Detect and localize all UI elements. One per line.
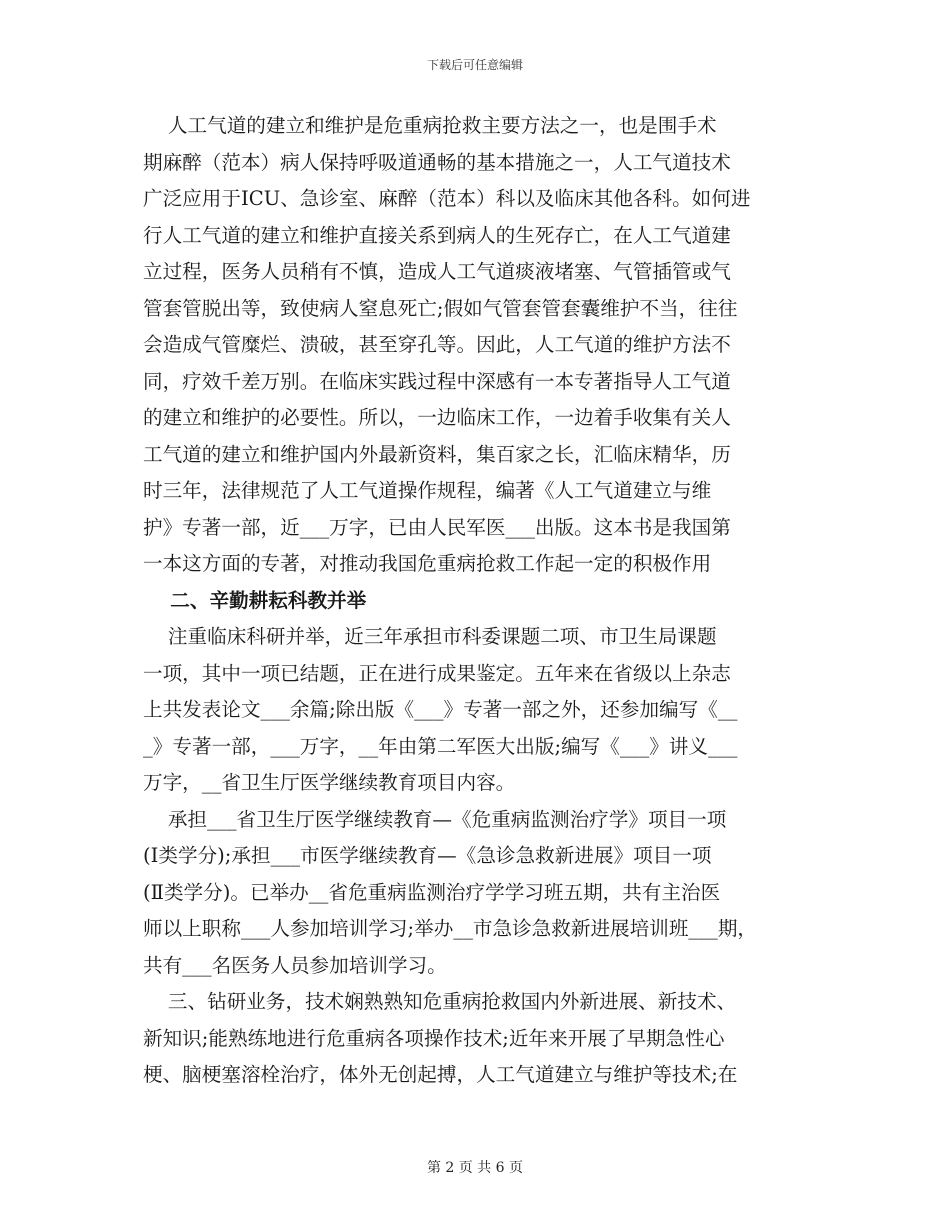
text-line: 同，疗效千差万别。在临床实践过程中深感有一本专著指导人工气道 (143, 369, 731, 393)
text-line: (Ⅰ类学分);承担___市医学继续教育—《急诊急救新进展》项目一项 (143, 844, 712, 867)
text-line: 护》专著一部，近___万字，已由人民军医___出版。这本书是我国第 (143, 515, 731, 539)
text-line: 广泛应用于ICU、急诊室、麻醉（范本）科以及临床其他各科。如何进 (143, 187, 751, 210)
section-heading: 二、辛勤耕耘科教并举 (143, 588, 367, 612)
text-line: 人工气道的建立和维护是危重病抢救主要方法之一，也是围手术 (143, 114, 717, 137)
text-line: 新知识;能熟练地进行危重病各项操作技术;近年来开展了早期急性心 (143, 1026, 725, 1050)
text-line: _》专著一部，___万字，__年由第二军医大出版;编写《___》讲义___ (143, 734, 738, 758)
page-header: 下载后可任意编辑 (426, 58, 523, 72)
text-line: 梗、脑梗塞溶栓治疗，体外无创起搏，人工气道建立与维护等技术;在 (143, 1063, 738, 1086)
text-line: 共有___名医务人员参加培训学习。 (143, 953, 447, 977)
text-line: 承担___省卫生厅医学继续教育—《危重病监测治疗学》项目一项 (143, 807, 727, 831)
text-line: 注重临床科研并举，近三年承担市科委课题二项、市卫生局课题 (143, 625, 717, 648)
text-line: 师以上职称___人参加培训学习;举办__市急诊急救新进展培训班___期， (143, 917, 758, 940)
text-line: 时三年，法律规范了人工气道操作规程，编著《人工气道建立与维 (143, 479, 712, 502)
text-line: 万字，__省卫生厅医学继续教育项目内容。 (143, 771, 516, 794)
document-body (143, 108, 807, 1094)
text-line: 上共发表论文___余篇;除出版《___》专著一部之外，还参加编写《__ (143, 698, 738, 721)
text-line: 管套管脱出等，致使病人窒息死亡;假如气管套管套囊维护不当，往往 (143, 296, 738, 320)
text-line: 会造成气管糜烂、溃破，甚至穿孔等。因此，人工气道的维护方法不 (143, 333, 731, 356)
text-line: (Ⅱ类学分)。已举办__省危重病监测治疗学学习班五期，共有主治医 (143, 880, 721, 904)
text-line: 立过程，医务人员稍有不慎，造成人工气道痰液堵塞、气管插管或气 (143, 260, 731, 283)
text-line: 工气道的建立和维护国内外最新资料，集百家之长，汇临床精华，历 (143, 442, 731, 466)
text-line: 一项，其中一项已结题，正在进行成果鉴定。五年来在省级以上杂志 (143, 661, 731, 685)
text-line: 三、钻研业务，技术娴熟熟知危重病抢救国内外新进展、新技术、 (143, 990, 737, 1013)
text-line: 期麻醉（范本）病人保持呼吸道通畅的基本措施之一，人工气道技术 (143, 150, 731, 174)
text-line: 行人工气道的建立和维护直接关系到病人的生死存亡，在人工气道建 (143, 223, 731, 247)
page-footer: 第 2 页 共 6 页 (426, 1160, 524, 1176)
text-line: 一本这方面的专著，对推动我国危重病抢救工作起一定的积极作用 (143, 552, 712, 575)
text-line: 的建立和维护的必要性。所以，一边临床工作，一边着手收集有关人 (143, 406, 731, 429)
